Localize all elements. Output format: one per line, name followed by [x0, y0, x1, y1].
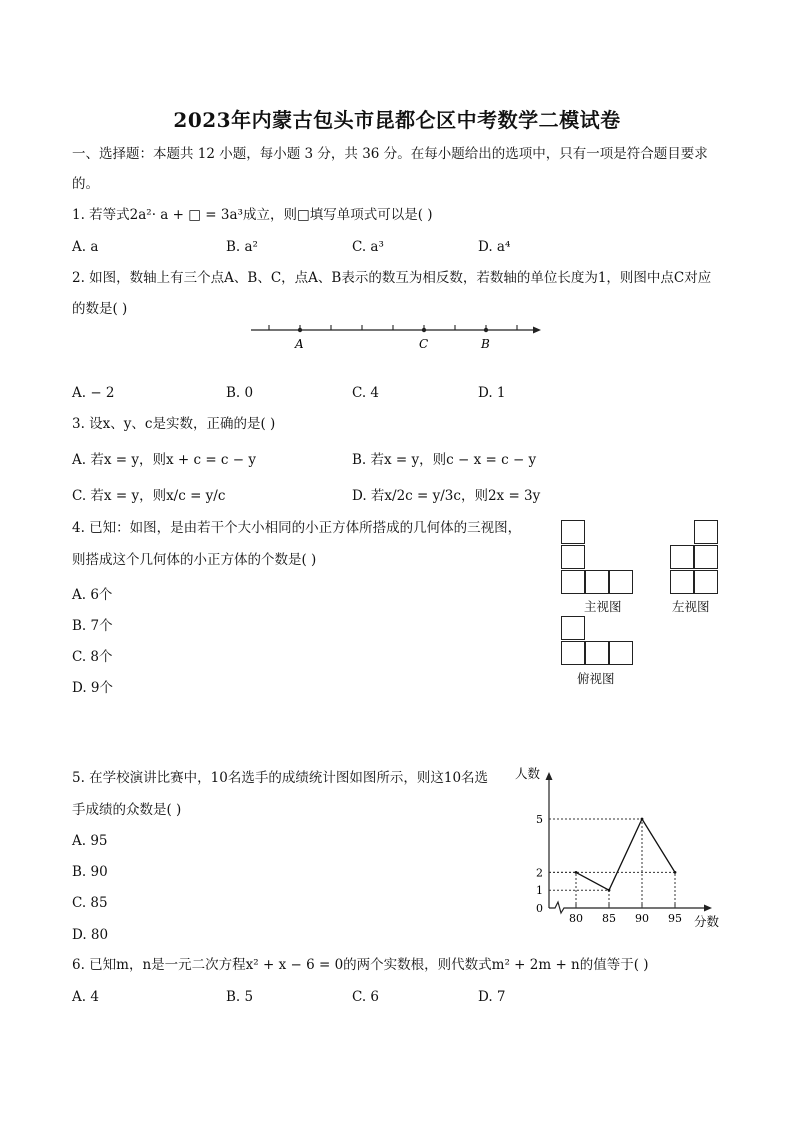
- q6-option-a: A. 4: [72, 989, 99, 1005]
- section-header-line2: 的。: [72, 176, 99, 192]
- x-tick-label-80: 80: [569, 912, 583, 925]
- q1-option-b: B. a²: [226, 239, 258, 255]
- y-tick-label-2: 2: [536, 866, 543, 880]
- q1-stem: 1. 若等式2a²· a + □ = 3a³成立，则□填写单项式可以是( ): [72, 207, 433, 223]
- q3-stem: 3. 设x、y、c是实数，正确的是( ): [72, 416, 276, 432]
- x-axis-label: 分数: [694, 914, 720, 929]
- q6-option-c: C. 6: [352, 989, 380, 1005]
- q2-option-c: C. 4: [352, 385, 380, 401]
- q5-option-d: D. 80: [72, 927, 109, 943]
- y-tick-label-5: 5: [536, 813, 543, 826]
- q4-option-d: D. 9个: [72, 680, 114, 696]
- q2-stem-line1: 2. 如图，数轴上有三个点A、B、C，点A、B表示的数互为相反数，若数轴的单位长度为1，则图中点C对应: [72, 270, 712, 286]
- x-axis-arrow: [704, 905, 712, 912]
- q5-option-a: A. 95: [72, 833, 108, 849]
- score-chart: [510, 762, 732, 932]
- label-a: A: [295, 337, 304, 351]
- q5-option-c: C. 85: [72, 895, 108, 911]
- q6-option-d: D. 7: [478, 989, 506, 1005]
- label-b: B: [481, 337, 490, 351]
- data-point-95: [674, 871, 677, 874]
- score-line: [576, 819, 675, 890]
- q5-stem-line1: 5. 在学校演讲比赛中，10名选手的成绩统计图如图所示，则这10名选: [72, 770, 489, 786]
- top-view-label: 俯视图: [577, 671, 615, 686]
- q3-option-d: D. 若x/2c = y/3c，则2x = 3y: [352, 488, 541, 504]
- section-header-line1: 一、选择题：本题共 12 小题，每小题 3 分，共 36 分。在每小题给出的选项中，只有一项是符合题目要求: [72, 146, 708, 162]
- number-line-arrow: [533, 327, 541, 334]
- q3-option-c: C. 若x = y，则x/c = y/c: [72, 488, 226, 504]
- point-c: [422, 328, 426, 332]
- q4-stem-line2: 则搭成这个几何体的小正方体的个数是( ): [72, 552, 317, 568]
- data-point-90: [641, 818, 644, 821]
- x-tick-label-85: 85: [602, 912, 616, 925]
- q1-option-d: D. a⁴: [478, 239, 511, 255]
- number-line-figure: [245, 318, 545, 356]
- q3-option-b: B. 若x = y，则c − x = c − y: [352, 452, 537, 468]
- y-tick-label-0: 0: [536, 902, 543, 915]
- q2-option-a: A. − 2: [72, 385, 115, 401]
- q4-option-b: B. 7个: [72, 618, 113, 634]
- y-axis-label: 人数: [515, 766, 541, 781]
- q4-option-c: C. 8个: [72, 649, 113, 665]
- data-point-80: [575, 871, 578, 874]
- point-a: [298, 328, 302, 332]
- x-tick-label-90: 90: [635, 912, 649, 925]
- q1-option-c: C. a³: [352, 239, 384, 255]
- x-tick-label-95: 95: [668, 912, 682, 925]
- left-view-label: 左视图: [672, 599, 710, 614]
- q4-stem-line1: 4. 已知：如图，是由若干个大小相同的小正方体所搭成的几何体的三视图，: [72, 520, 522, 536]
- q2-stem-line2: 的数是( ): [72, 301, 128, 317]
- y-axis-arrow: [546, 772, 553, 780]
- q3-option-a: A. 若x = y，则x + c = c − y: [72, 452, 257, 468]
- point-b: [484, 328, 488, 332]
- q4-option-a: A. 6个: [72, 587, 113, 603]
- q1-option-a: A. a: [72, 239, 99, 255]
- q2-option-d: D. 1: [478, 385, 506, 401]
- data-point-85: [608, 889, 611, 892]
- q6-option-b: B. 5: [226, 989, 254, 1005]
- q2-option-b: B. 0: [226, 385, 254, 401]
- q5-stem-line2: 手成绩的众数是( ): [72, 802, 182, 818]
- label-c: C: [419, 337, 429, 351]
- front-view-label: 主视图: [584, 599, 622, 614]
- q5-option-b: B. 90: [72, 864, 108, 880]
- page-title: 2023年内蒙古包头市昆都仑区中考数学二模试卷: [173, 108, 621, 132]
- y-tick-label-1: 1: [536, 884, 543, 898]
- q6-stem: 6. 已知m，n是一元二次方程x² + x − 6 = 0的两个实数根，则代数式m² + 2m + n的值等于( ): [72, 957, 649, 973]
- number-line-ticks: [269, 325, 517, 330]
